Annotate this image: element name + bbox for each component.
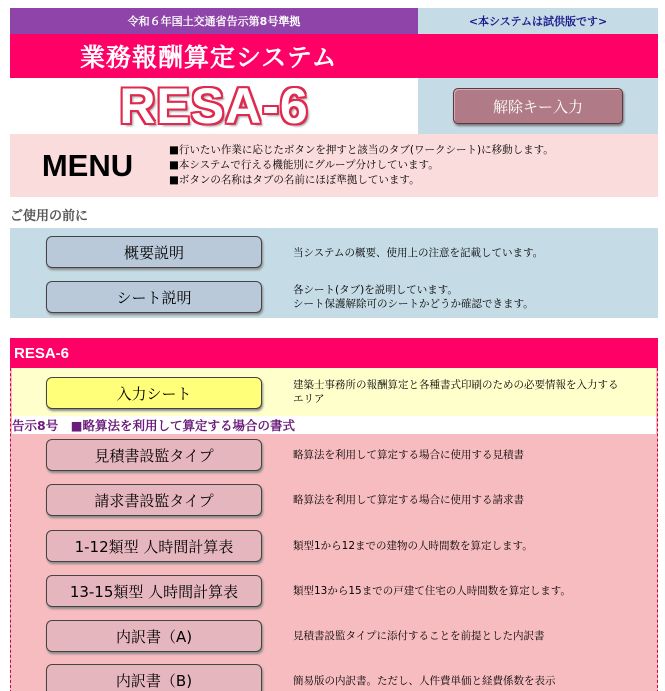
unlock-area bbox=[418, 78, 658, 134]
resa6-logo: RESA-6 bbox=[119, 78, 309, 134]
description-line: 当システムの概要、使用上の注意を記載しています。 bbox=[293, 247, 544, 259]
description-line: 建築士事務所の報酬算定と各種書式印刷のための必要情報を入力する bbox=[293, 379, 619, 391]
type13-15-hours-table-button[interactable]: 13-15類型 人時間計算表 bbox=[46, 575, 262, 607]
breakdown-a-description: 見積書設監タイプに添付することを前提とした内訳書 bbox=[293, 630, 545, 642]
breakdown-b-button[interactable]: 内訳書（B) bbox=[46, 664, 262, 691]
input-sheet-description bbox=[293, 378, 619, 406]
description-line: エリア bbox=[293, 393, 325, 405]
notice8-heading: 告示8号 ■略算法を利用して算定する場合の書式 bbox=[12, 416, 656, 434]
unlock-key-button[interactable]: 解除キー入力 bbox=[453, 88, 623, 124]
menu-block bbox=[10, 134, 658, 197]
sheet-guide-button[interactable]: シート説明 bbox=[46, 281, 262, 313]
logo-area bbox=[10, 78, 418, 134]
estimate-design-supervision-button[interactable]: 見積書設監タイプ bbox=[46, 439, 262, 471]
before-use-section bbox=[10, 228, 658, 318]
breakdown-b-description: 簡易版の内訳書。ただし、人件費単価と経費係数を表示 bbox=[293, 675, 556, 687]
sheet-guide-description bbox=[293, 283, 534, 311]
type1-12-hours-table-button[interactable]: 1-12類型 人時間計算表 bbox=[46, 530, 262, 562]
before-use-heading: ご使用の前に bbox=[10, 209, 89, 224]
overview-description bbox=[293, 246, 543, 260]
invoice-design-supervision-button[interactable]: 請求書設監タイプ bbox=[46, 484, 262, 516]
menu-note: ■行いたい作業に応じたボタンを押すと該当のタブ(ワークシート)に移動します。 bbox=[169, 144, 554, 156]
invoice-description: 略算法を利用して算定する場合に使用する請求書 bbox=[293, 494, 524, 506]
description-line: シート保護解除可のシートかどうか確認できます。 bbox=[293, 298, 534, 310]
law-reference-bar: 令和６年国土交通省告示第8号準拠 bbox=[10, 8, 418, 34]
menu-label: MENU bbox=[41, 147, 134, 183]
menu-note: ■ボタンの名称はタブの名前にほぼ準拠しています。 bbox=[169, 174, 420, 186]
trial-version-notice: <本システムは試供版です> bbox=[418, 8, 658, 34]
menu-note: ■本システムで行える機能別にグループ分けしています。 bbox=[169, 159, 439, 171]
overview-button[interactable]: 概要説明 bbox=[46, 236, 262, 268]
description-line: 各シート(タブ)を説明しています。 bbox=[293, 284, 458, 296]
input-sheet-row bbox=[12, 368, 656, 416]
resa6-section-heading: RESA-6 bbox=[10, 338, 658, 368]
type13-15-description: 類型13から15までの戸建て住宅の人時間数を算定します。 bbox=[293, 585, 571, 597]
breakdown-a-button[interactable]: 内訳書（A) bbox=[46, 620, 262, 652]
menu-notes bbox=[165, 143, 554, 188]
system-title: 業務報酬算定システム bbox=[10, 34, 658, 78]
estimate-description: 略算法を利用して算定する場合に使用する見積書 bbox=[293, 449, 524, 461]
type1-12-description: 類型1から12までの建物の人時間数を算定します。 bbox=[293, 540, 533, 552]
input-sheet-button[interactable]: 入力シート bbox=[46, 377, 262, 409]
